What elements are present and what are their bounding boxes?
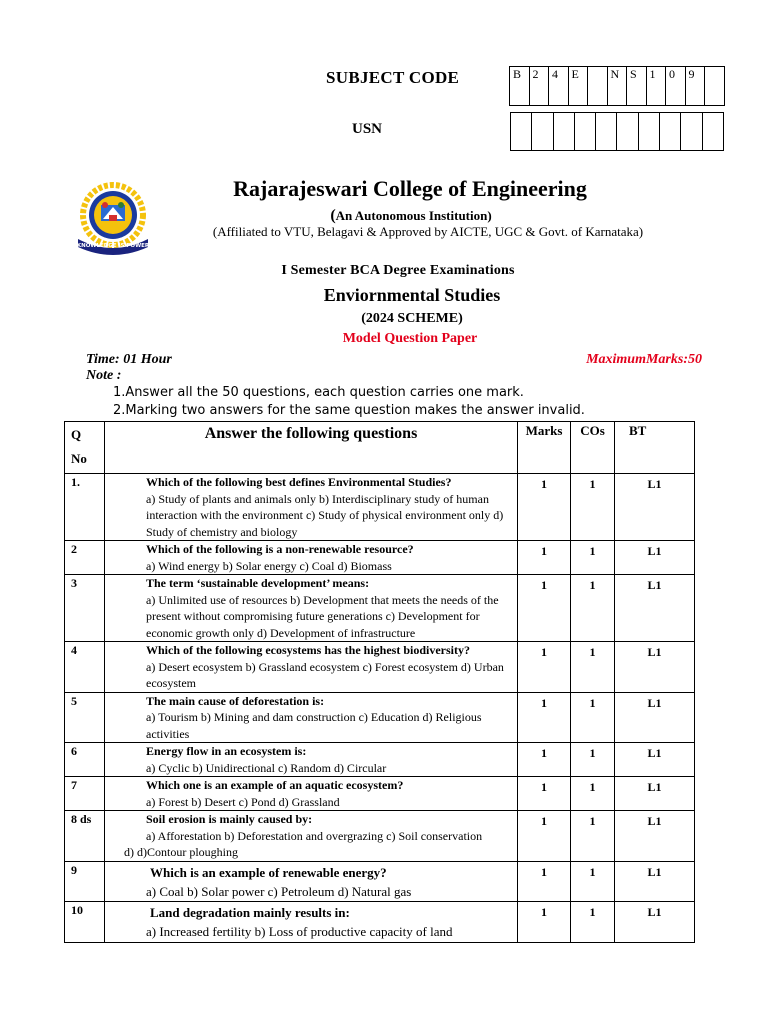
question-cell — [105, 861, 518, 901]
question-number: 4 — [65, 642, 105, 693]
question-options: a) Increased fertility b) Loss of productive capacity of land — [146, 923, 453, 939]
subject-code-cell: 2 — [530, 67, 550, 105]
subject-code-cell: 0 — [666, 67, 686, 105]
usn-cell — [639, 113, 660, 150]
question-cell — [105, 901, 518, 942]
question-text: The term ‘sustainable development’ means: — [146, 576, 370, 590]
question-cell — [105, 642, 518, 693]
marks-cell: 1 — [518, 861, 571, 901]
marks-cell: 1 — [518, 575, 571, 642]
question-options-extra: d) d)Contour ploughing — [124, 845, 238, 859]
co-cell: 1 — [571, 901, 615, 942]
question-text: Which of the following best defines Environmental Studies? — [146, 475, 452, 489]
question-row — [65, 777, 695, 811]
usn-boxes — [510, 112, 724, 151]
usn-cell — [575, 113, 596, 150]
header-qno-line1: Q — [71, 427, 82, 442]
question-text: Land degradation mainly results in: — [150, 904, 350, 920]
question-text: Which is an example of renewable energy? — [150, 864, 387, 880]
subject-code-cell: B — [510, 67, 530, 105]
question-text: Energy flow in an ecosystem is: — [146, 744, 307, 758]
bt-cell: L1 — [615, 743, 695, 777]
question-options: a) Forest b) Desert c) Pond d) Grassland — [146, 794, 340, 809]
bt-cell: L1 — [615, 777, 695, 811]
question-options: a) Coal b) Solar power c) Petroleum d) Natural gas — [146, 883, 412, 899]
bt-cell: L1 — [615, 811, 695, 862]
paper-type: Model Question Paper — [342, 331, 478, 346]
question-number: 6 — [65, 743, 105, 777]
subject-code-cell: 9 — [686, 67, 706, 105]
usn-cell — [703, 113, 724, 150]
question-options: a) Cyclic b) Unidirectional c) Random d) Circular — [146, 760, 387, 775]
co-cell: 1 — [571, 642, 615, 693]
co-cell: 1 — [571, 743, 615, 777]
co-cell: 1 — [571, 861, 615, 901]
question-number: 9 — [65, 861, 105, 901]
subject-code-boxes — [509, 66, 725, 106]
question-cell — [105, 575, 518, 642]
question-options: a) Desert ecosystem b) Grassland ecosystem c) Forest ecosystem d) Urban ecosystem — [146, 659, 504, 690]
logo-motto: KNOWLEDGE IS POWER — [76, 243, 150, 249]
marks-cell: 1 — [518, 642, 571, 693]
question-row — [65, 811, 695, 862]
usn-cell — [617, 113, 638, 150]
question-row — [65, 474, 695, 541]
question-number: 1. — [65, 474, 105, 541]
co-cell: 1 — [571, 474, 615, 541]
question-number: 3 — [65, 575, 105, 642]
autonomy-text: An Autonomous Institution) — [335, 208, 492, 223]
question-text: Which of the following is a non-renewable resource? — [146, 542, 414, 556]
instruction-2: 2.Marking two answers for the same question makes the answer invalid. — [113, 403, 585, 418]
scheme-title: (2024 SCHEME) — [361, 311, 463, 326]
time-label: Time: 01 Hour — [86, 352, 172, 367]
question-row — [65, 743, 695, 777]
question-row — [65, 901, 695, 942]
autonomy-line — [0, 207, 768, 225]
usn-cell — [532, 113, 553, 150]
marks-cell: 1 — [518, 901, 571, 942]
question-table — [64, 421, 695, 943]
co-cell: 1 — [571, 575, 615, 642]
question-number: 10 — [65, 901, 105, 942]
question-cell — [105, 474, 518, 541]
instruction-1: 1.Answer all the 50 questions, each question carries one mark. — [113, 385, 524, 400]
question-row — [65, 692, 695, 743]
usn-label: USN — [352, 121, 383, 137]
question-cell — [105, 692, 518, 743]
question-options: a) Tourism b) Mining and dam construction c) Education d) Religious activities — [146, 710, 482, 741]
autonomy-paren: ( — [330, 207, 336, 224]
co-cell: 1 — [571, 692, 615, 743]
question-cell — [105, 743, 518, 777]
subject-code-cell: 4 — [549, 67, 569, 105]
marks-cell: 1 — [518, 541, 571, 575]
header-qno-line2: No — [71, 451, 87, 466]
bt-cell: L1 — [615, 541, 695, 575]
marks-cell: 1 — [518, 777, 571, 811]
subject-code-cell: 1 — [647, 67, 667, 105]
question-number: 5 — [65, 692, 105, 743]
subject-code-label: SUBJECT CODE — [326, 68, 460, 87]
semester-title: I Semester BCA Degree Examinations — [281, 263, 515, 278]
question-row — [65, 642, 695, 693]
header-cos: COs — [571, 422, 615, 474]
usn-cell — [660, 113, 681, 150]
co-cell: 1 — [571, 541, 615, 575]
subject-code-cell — [588, 67, 608, 105]
question-number: 8 ds — [65, 811, 105, 862]
question-cell — [105, 541, 518, 575]
header-question: Answer the following questions — [105, 422, 518, 474]
question-text: Which of the following ecosystems has the highest biodiversity? — [146, 643, 470, 657]
max-marks-label: MaximumMarks:50 — [586, 352, 702, 367]
college-name: Rajarajeswari College of Engineering — [233, 176, 587, 201]
marks-cell: 1 — [518, 811, 571, 862]
question-number: 2 — [65, 541, 105, 575]
question-options: a) Afforestation b) Deforestation and overgrazing c) Soil conservation — [146, 828, 483, 843]
question-text: The main cause of deforestation is: — [146, 693, 325, 708]
question-text: Soil erosion is mainly caused by: — [146, 812, 313, 826]
bt-cell: L1 — [615, 901, 695, 942]
question-text: Which one is an example of an aquatic ecosystem? — [146, 778, 404, 792]
subject-code-cell — [705, 67, 725, 105]
question-row — [65, 861, 695, 901]
co-cell: 1 — [571, 777, 615, 811]
question-cell — [105, 777, 518, 811]
question-cell — [105, 811, 518, 862]
bt-cell: L1 — [615, 692, 695, 743]
question-row — [65, 541, 695, 575]
co-cell: 1 — [571, 811, 615, 862]
header-qno — [65, 422, 105, 474]
usn-cell — [681, 113, 702, 150]
subject-code-cell: N — [608, 67, 628, 105]
note-label: Note : — [86, 368, 122, 383]
marks-cell: 1 — [518, 474, 571, 541]
table-header-row — [65, 422, 695, 474]
marks-cell: 1 — [518, 743, 571, 777]
question-options: a) Study of plants and animals only b) Interdisciplinary study of human interaction with the environment c) Study of physical environment only d) Study of chemistry and biology — [146, 491, 504, 539]
usn-cell — [554, 113, 575, 150]
subject-code-cell: E — [569, 67, 589, 105]
bt-cell: L1 — [615, 575, 695, 642]
bt-cell: L1 — [615, 642, 695, 693]
usn-cell — [511, 113, 532, 150]
question-options: a) Unlimited use of resources b) Development that meets the needs of the present without compromising future generations c) Development for economic growth only d) Development of infrastructure — [146, 592, 499, 640]
marks-cell: 1 — [518, 692, 571, 743]
question-number: 7 — [65, 777, 105, 811]
usn-cell — [596, 113, 617, 150]
header-marks: Marks — [518, 422, 571, 474]
affiliation-line: (Affiliated to VTU, Belagavi & Approved by AICTE, UGC & Govt. of Karnataka) — [212, 224, 644, 239]
header-bt: BT — [615, 422, 695, 474]
subject-code-cell: S — [627, 67, 647, 105]
subject-title: Enviornmental Studies — [323, 285, 501, 305]
bt-cell: L1 — [615, 861, 695, 901]
question-options: a) Wind energy b) Solar energy c) Coal d) Biomass — [146, 558, 392, 573]
question-row — [65, 575, 695, 642]
bt-cell: L1 — [615, 474, 695, 541]
